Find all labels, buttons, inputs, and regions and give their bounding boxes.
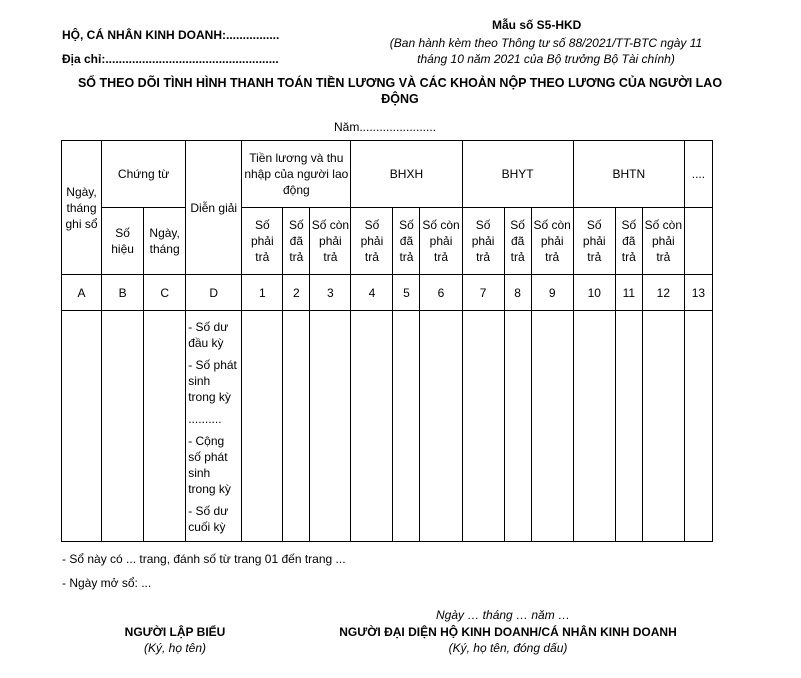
body-cell xyxy=(283,311,310,542)
page-title xyxy=(60,75,740,107)
header-voucher-no: Số hiệu xyxy=(102,208,144,275)
description-item: - Số dư đầu kỳ xyxy=(188,320,229,350)
header-bhtn: BHTN xyxy=(573,141,684,208)
code-cell: 6 xyxy=(420,275,462,311)
body-cell xyxy=(242,311,283,542)
subheader-paid: Số đã trả xyxy=(504,208,531,275)
body-cell xyxy=(144,311,186,542)
issued-note-line1: (Ban hành kèm theo Thông tư số 88/2021/TT-BTC ngày 11 xyxy=(389,36,703,50)
body-cell xyxy=(462,311,504,542)
issued-note xyxy=(372,35,720,67)
code-cell: 7 xyxy=(462,275,504,311)
subheader-remaining: Số còn phải trả xyxy=(531,208,573,275)
year-line: Năm....................... xyxy=(334,120,437,134)
code-cell: 8 xyxy=(504,275,531,311)
form-number: Mẫu số S5-HKD xyxy=(492,18,582,32)
issued-note-line2: tháng 10 năm 2021 của Bộ trưởng Bộ Tài chính) xyxy=(417,52,675,66)
title-line2: ĐỘNG xyxy=(381,92,419,106)
code-cell: C xyxy=(144,275,186,311)
subheader-payable: Số phải trả xyxy=(351,208,393,275)
business-name-line: HỘ, CÁ NHÂN KINH DOANH:................ xyxy=(62,28,280,42)
header-date: Ngày, tháng ghi sổ xyxy=(62,141,102,275)
code-cell: 4 xyxy=(351,275,393,311)
subheader-paid: Số đã trả xyxy=(393,208,420,275)
body-cell xyxy=(393,311,420,542)
code-cell: A xyxy=(62,275,102,311)
open-date-note: - Ngày mở sổ: ... xyxy=(62,576,152,590)
code-cell: B xyxy=(102,275,144,311)
subheader-payable: Số phải trả xyxy=(242,208,283,275)
description-item: - Số dư cuối kỳ xyxy=(188,504,229,534)
header-bhxh: BHXH xyxy=(351,141,462,208)
body-cell xyxy=(102,311,144,542)
preparer-title: NGƯỜI LẬP BIỂU xyxy=(124,625,226,639)
description-item: - Số phát sinh trong kỳ xyxy=(188,358,237,404)
body-cell xyxy=(573,311,615,542)
header-description: Diễn giải xyxy=(186,141,242,275)
code-cell: 11 xyxy=(615,275,642,311)
code-cell: 12 xyxy=(642,275,684,311)
owner-sub: (Ký, họ tên, đóng dấu) xyxy=(448,641,568,655)
address-line: Địa chỉ:.................................................... xyxy=(62,52,279,66)
signature-date: Ngày … tháng … năm … xyxy=(436,608,571,622)
code-cell: 5 xyxy=(393,275,420,311)
subheader-remaining: Số còn phải trả xyxy=(642,208,684,275)
subheader-paid: Số đã trả xyxy=(283,208,310,275)
owner-title: NGƯỜI ĐẠI DIỆN HỘ KINH DOANH/CÁ NHÂN KINH DOANH xyxy=(339,625,677,639)
body-cell xyxy=(310,311,351,542)
preparer-sub: (Ký, họ tên) xyxy=(143,641,207,655)
subheader-paid: Số đã trả xyxy=(615,208,642,275)
title-line1: SỔ THEO DÕI TÌNH HÌNH THANH TOÁN TIỀN LƯƠNG VÀ CÁC KHOẢN NỘP THEO LƯƠNG CỦA NGƯỜI LAO xyxy=(77,76,723,90)
body-cell xyxy=(684,311,712,542)
body-cell xyxy=(420,311,462,542)
subheader-empty xyxy=(684,208,712,275)
body-cell xyxy=(531,311,573,542)
description-item: .......... xyxy=(188,412,222,426)
code-cell: 1 xyxy=(242,275,283,311)
ledger-table xyxy=(61,140,713,542)
header-more: .... xyxy=(684,141,712,208)
code-cell: D xyxy=(186,275,242,311)
body-cell xyxy=(615,311,642,542)
body-cell xyxy=(351,311,393,542)
header-voucher-date: Ngày, tháng xyxy=(144,208,186,275)
body-cell xyxy=(504,311,531,542)
code-cell: 13 xyxy=(684,275,712,311)
code-cell: 2 xyxy=(283,275,310,311)
code-cell: 9 xyxy=(531,275,573,311)
pages-note: - Sổ này có ... trang, đánh số từ trang 01 đến trang ... xyxy=(62,552,346,566)
subheader-payable: Số phải trả xyxy=(573,208,615,275)
subheader-payable: Số phải trả xyxy=(462,208,504,275)
header-bhyt: BHYT xyxy=(462,141,573,208)
description-cell xyxy=(186,311,242,542)
code-cell: 3 xyxy=(310,275,351,311)
code-cell: 10 xyxy=(573,275,615,311)
subheader-remaining: Số còn phải trả xyxy=(310,208,351,275)
header-salary: Tiền lương và thu nhập của người lao động xyxy=(242,141,351,208)
body-cell xyxy=(642,311,684,542)
body-cell xyxy=(62,311,102,542)
description-item: - Cộng số phát sinh trong kỳ xyxy=(188,434,231,496)
subheader-remaining: Số còn phải trả xyxy=(420,208,462,275)
header-voucher: Chứng từ xyxy=(102,141,186,208)
